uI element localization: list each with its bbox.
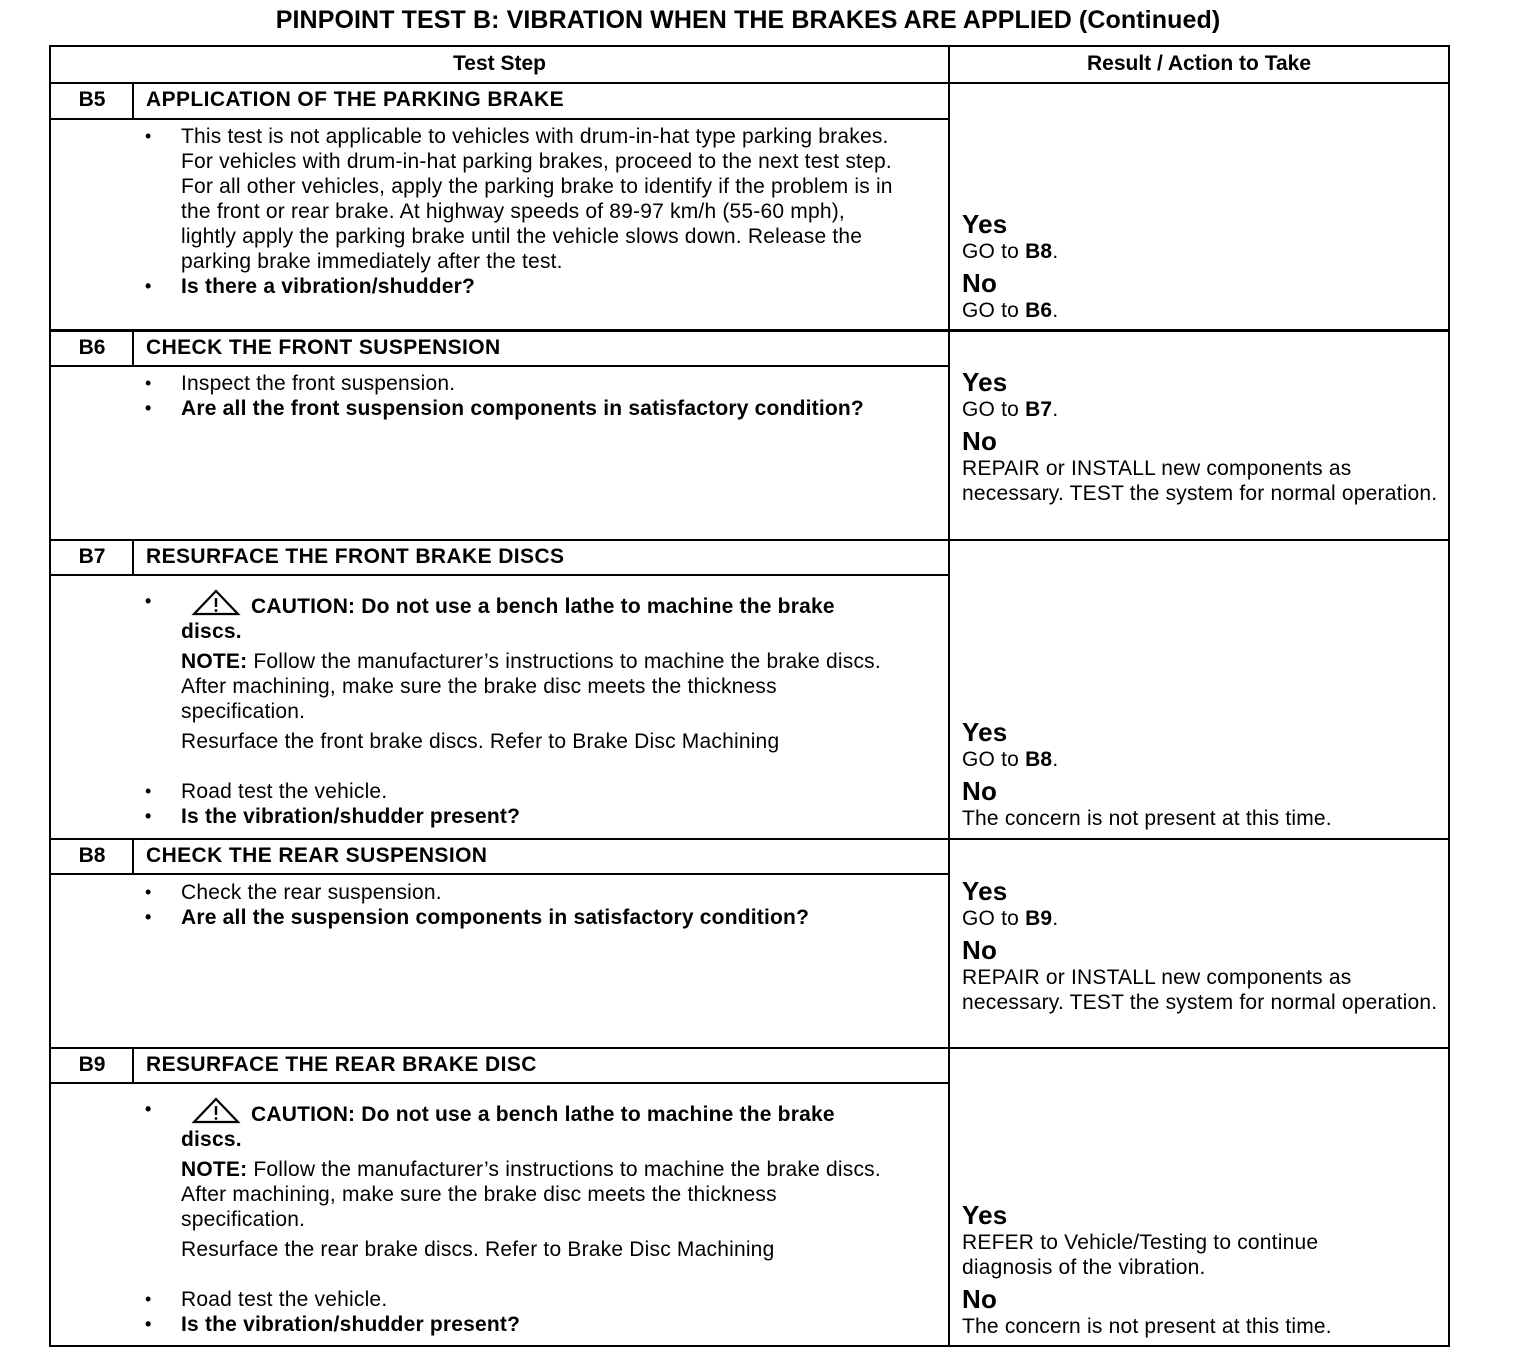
note-text: Follow the manufacturer’s instructions to machine the brake discs. After machining, make sure the brake disc meets the thickness specification. xyxy=(181,1158,881,1231)
caution-item xyxy=(143,1097,901,1152)
result-block xyxy=(962,1201,1442,1339)
bullet-question: • Are all the suspension components in satisfactory condition? xyxy=(143,905,821,930)
warning-triangle-icon xyxy=(191,1097,241,1125)
yes-action: REFER to Vehicle/Testing to continue diagnosis of the vibration. xyxy=(962,1231,1319,1279)
yes-text: GO to xyxy=(962,748,1026,771)
bullet-item: • This test is not applicable to vehicles with drum-in-hat type parking brakes. For vehicles with drum-in-hat parking brakes, proceed to the next test step. For all other vehicles, apply the parking brake to identify if the problem is in the front or rear brake. At highway speeds of 89-97 km/h (55-60 mph), lightly apply the parking brake until the vehicle slows down. Release the parking brake immediately after the test. xyxy=(143,124,903,274)
caution-text: CAUTION: Do not use a bench lathe to machine the brake discs. xyxy=(181,595,835,643)
yes-label: Yes xyxy=(962,367,1008,397)
bullet-question: • Is there a vibration/shudder? xyxy=(143,274,903,299)
step-code: B7 xyxy=(78,545,106,568)
no-label: No xyxy=(962,426,998,456)
no-text: GO to xyxy=(962,299,1026,322)
step-title: APPLICATION OF THE PARKING BRAKE xyxy=(146,88,565,111)
yes-action: GO to B7. xyxy=(962,398,1059,421)
header-result: Result / Action to Take xyxy=(1086,52,1312,75)
note-text: Follow the manufacturer’s instructions to machine the brake discs. After machining, make sure the brake disc meets the thickness specification. xyxy=(181,650,881,723)
yes-text: GO to xyxy=(962,240,1026,263)
note xyxy=(143,1157,903,1232)
no-label: No xyxy=(962,1284,998,1314)
yes-text: GO to xyxy=(962,907,1026,930)
bullet-question: • Are all the front suspension components in satisfactory condition? xyxy=(143,396,871,421)
step-title-rule xyxy=(51,1082,949,1084)
bullet-item: • Inspect the front suspension. xyxy=(143,371,903,396)
header-test-step: Test Step xyxy=(453,52,546,75)
no-action: REPAIR or INSTALL new components as necessary. TEST the system for normal operation. xyxy=(962,966,1438,1014)
yes-step-ref: B9 xyxy=(1025,907,1053,930)
bullet-question: • Is the vibration/shudder present? xyxy=(143,804,903,829)
note-label: NOTE: xyxy=(181,1158,248,1181)
no-action: GO to B6. xyxy=(962,299,1059,322)
step-title-rule xyxy=(51,365,949,367)
no-action: REPAIR or INSTALL new components as necessary. TEST the system for normal operation. xyxy=(962,457,1438,505)
step-title: CHECK THE FRONT SUSPENSION xyxy=(146,336,501,359)
result-block xyxy=(962,718,1442,831)
step-title: RESURFACE THE FRONT BRAKE DISCS xyxy=(146,545,565,568)
yes-action: GO to B8. xyxy=(962,748,1059,771)
caution-text: CAUTION: Do not use a bench lathe to machine the brake discs. xyxy=(181,1103,835,1151)
note-label: NOTE: xyxy=(181,650,248,673)
result-block xyxy=(962,210,1442,323)
no-action: The concern is not present at this time. xyxy=(962,807,1332,830)
step-body xyxy=(143,124,903,299)
step-code: B9 xyxy=(78,1053,106,1076)
no-action: The concern is not present at this time. xyxy=(962,1315,1332,1338)
no-step-ref: B6 xyxy=(1025,299,1053,322)
yes-action: GO to B9. xyxy=(962,907,1059,930)
step-body xyxy=(143,371,903,421)
instruction: Resurface the front brake discs. Refer to Brake Disc Machining xyxy=(181,730,780,753)
step-body xyxy=(143,1097,903,1337)
step-title: RESURFACE THE REAR BRAKE DISC xyxy=(146,1053,537,1076)
caution-item xyxy=(143,589,901,644)
step-code: B6 xyxy=(78,336,106,359)
yes-action: GO to B8. xyxy=(962,240,1059,263)
step-body xyxy=(143,880,903,930)
no-label: No xyxy=(962,776,998,806)
warning-triangle-icon xyxy=(191,589,241,617)
step-code: B8 xyxy=(78,844,106,867)
step-title-rule xyxy=(51,574,949,576)
page-title: PINPOINT TEST B: VIBRATION WHEN THE BRAKES ARE APPLIED (Continued) xyxy=(275,6,1221,34)
yes-step-ref: B8 xyxy=(1025,748,1053,771)
yes-text: GO to xyxy=(962,398,1026,421)
step-title: CHECK THE REAR SUSPENSION xyxy=(146,844,488,867)
yes-label: Yes xyxy=(962,717,1008,747)
yes-label: Yes xyxy=(962,1200,1008,1230)
step-body xyxy=(143,589,903,829)
no-label: No xyxy=(962,935,998,965)
result-block xyxy=(962,877,1442,1015)
instruction: Resurface the rear brake discs. Refer to Brake Disc Machining xyxy=(181,1238,775,1261)
column-divider xyxy=(948,47,950,1345)
pinpoint-test-table xyxy=(49,45,1450,1347)
bullet-item: • Road test the vehicle. xyxy=(143,1287,903,1312)
step-title-rule xyxy=(51,118,949,120)
no-label: No xyxy=(962,268,998,298)
step-title-rule xyxy=(51,873,949,875)
note xyxy=(143,649,903,724)
yes-step-ref: B8 xyxy=(1025,240,1053,263)
result-block xyxy=(962,368,1442,506)
yes-step-ref: B7 xyxy=(1025,398,1053,421)
bullet-question: • Is the vibration/shudder present? xyxy=(143,1312,903,1337)
bullet-item: • Road test the vehicle. xyxy=(143,779,903,804)
bullet-item: • Check the rear suspension. xyxy=(143,880,903,905)
yes-label: Yes xyxy=(962,876,1008,906)
yes-label: Yes xyxy=(962,209,1008,239)
step-code: B5 xyxy=(78,88,106,111)
